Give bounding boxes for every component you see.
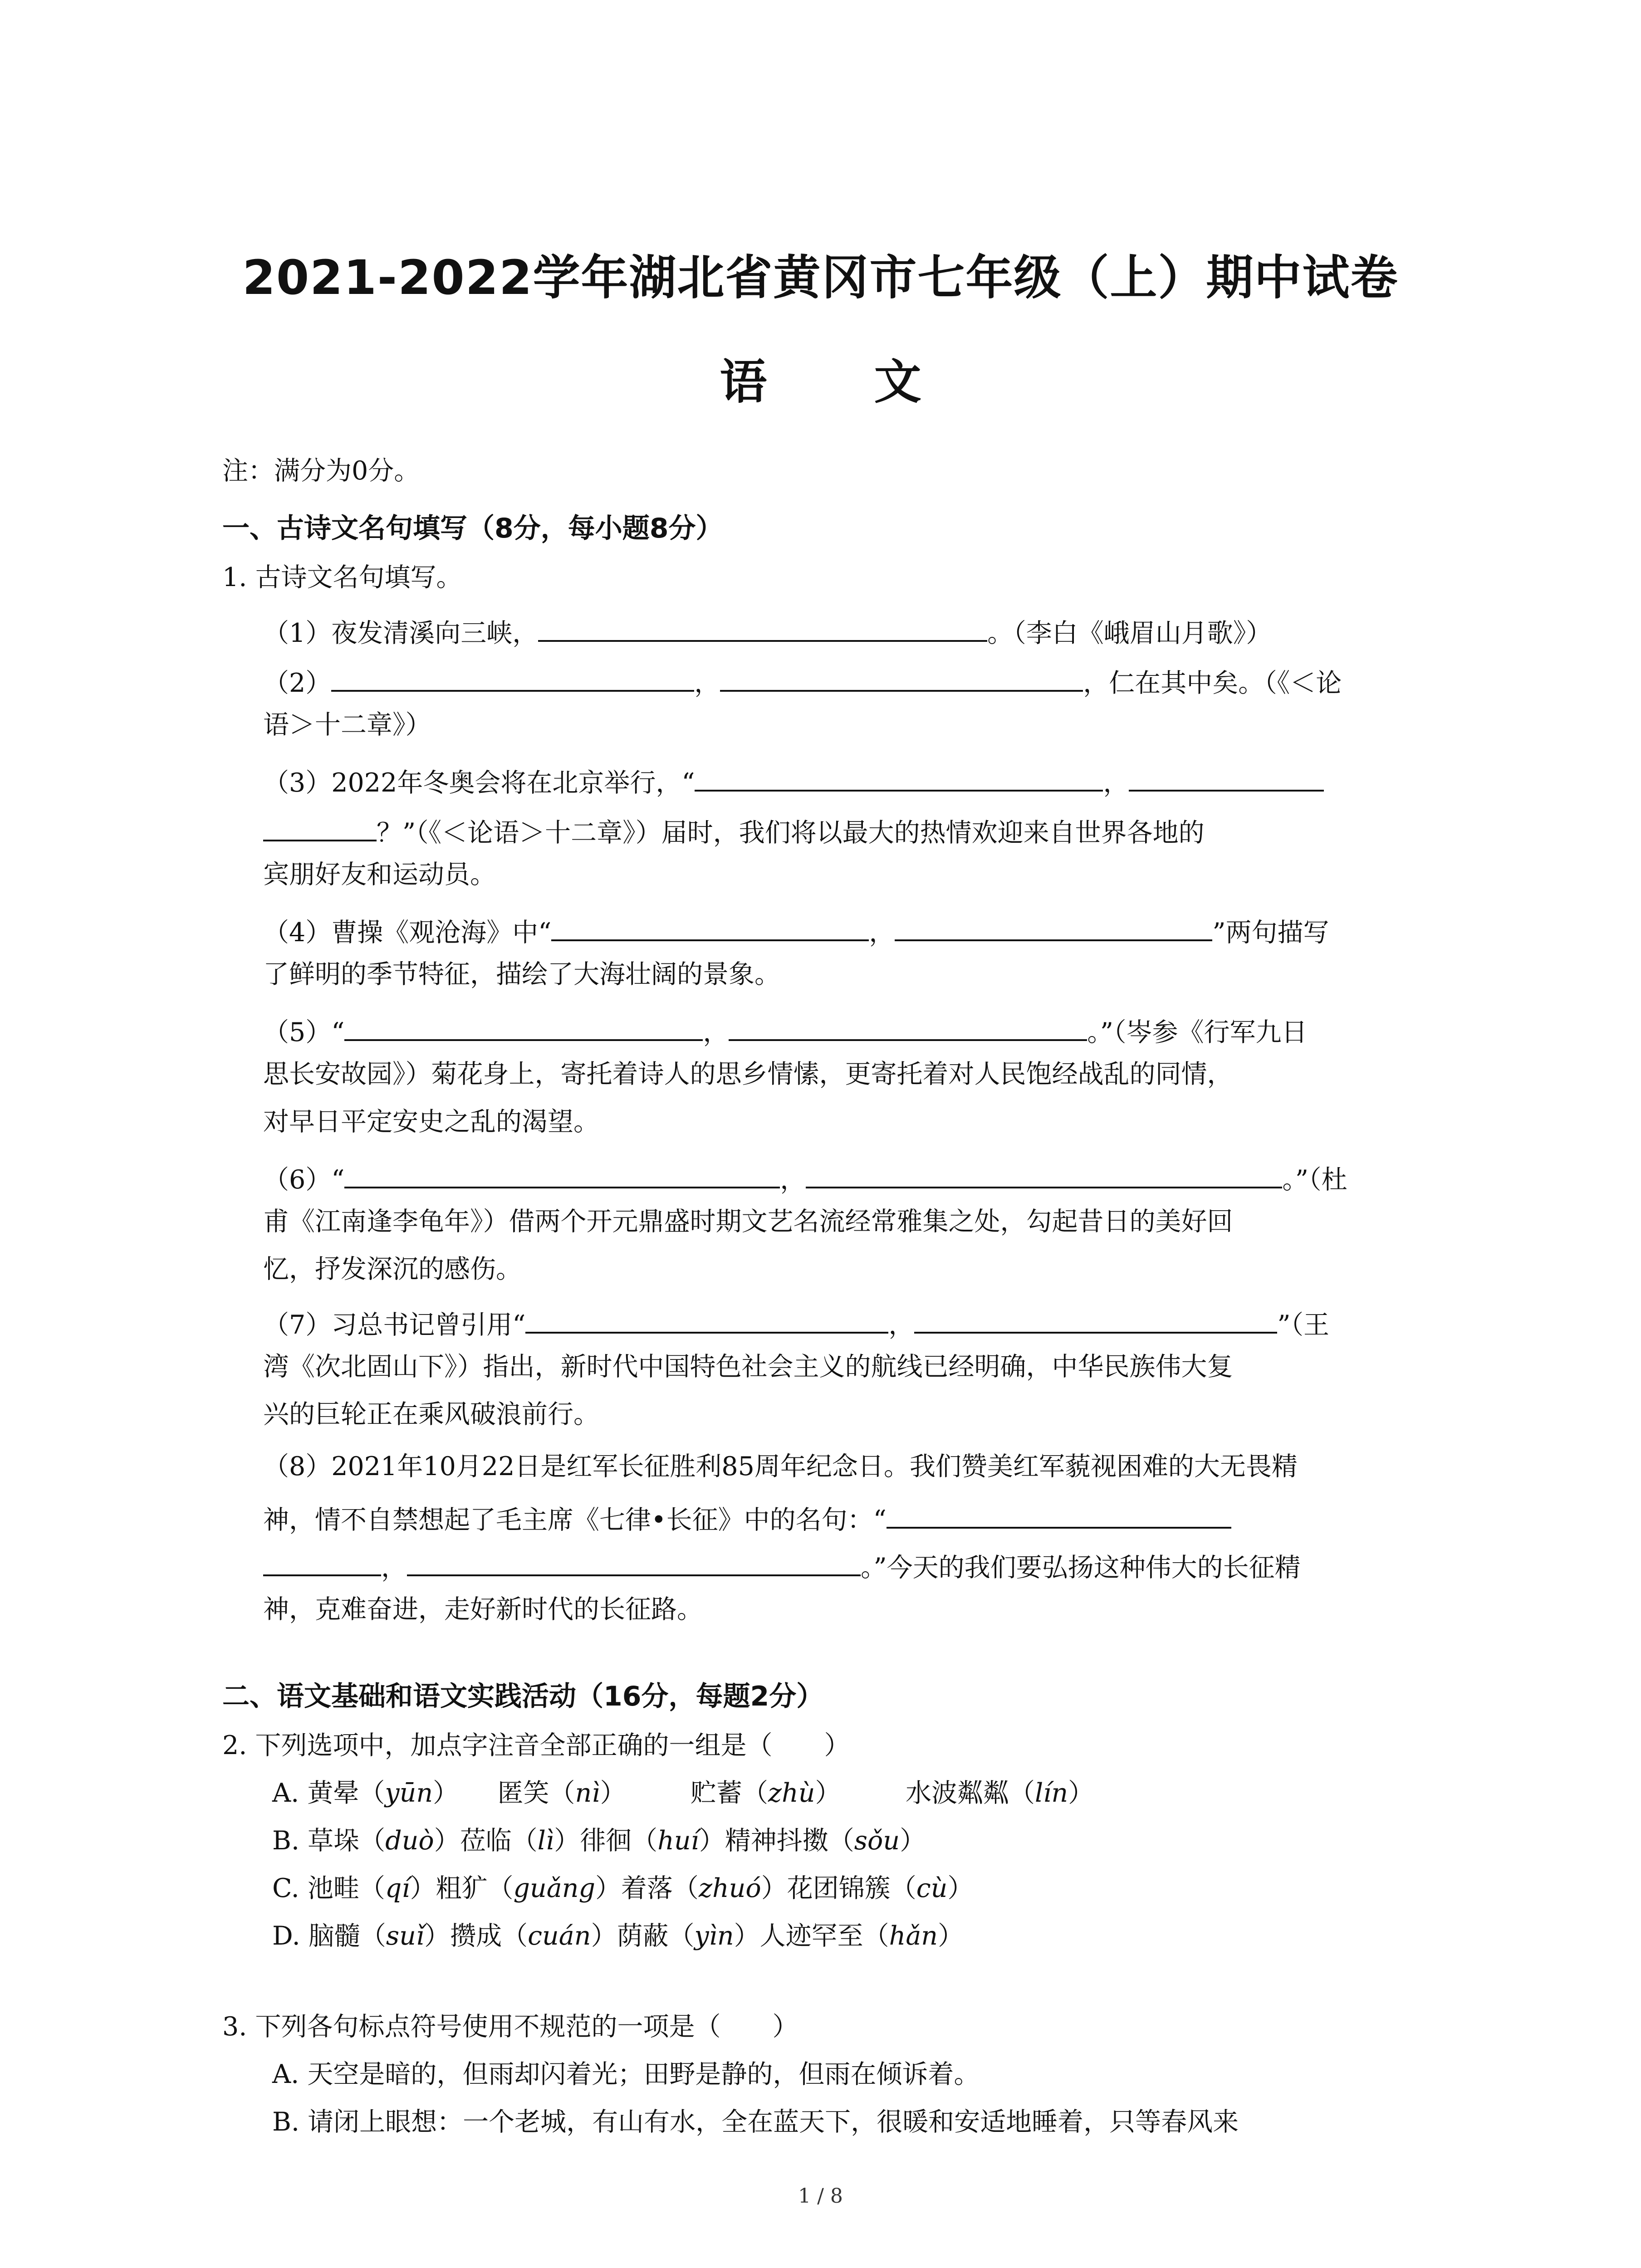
option-text: ）粗犷（ [410,1873,514,1903]
page-number: 1 / 8 [798,2185,843,2208]
option-text: ） 匿笑（ [433,1778,575,1808]
section-heading: 二、语文基础和语文实践活动（16分，每题2分） [222,1681,824,1712]
answer-blank[interactable] [914,1306,1277,1334]
answer-blank[interactable] [344,1014,703,1041]
pinyin-text: nì [575,1778,600,1808]
sub-question-7-cont: 湾《次北固山下》）指出，新时代中国特色社会主义的航线已经明确，中华民族伟大复 [263,1352,1233,1382]
section-heading: 一、古诗文名句填写（8分，每小题8分） [222,513,723,544]
sub-question-3-cont: ？”（《＜论语＞十二章》）届时，我们将以最大的热情欢迎来自世界各地的 [263,814,1205,846]
sub-question-6-cont: 甫《江南逢李龟年》）借两个开元鼎盛时期文艺名流经常雅集之处，勾起昔日的美好回 [263,1207,1233,1237]
answer-blank[interactable] [895,914,1212,941]
option-text: ）着落（ [595,1873,699,1903]
pinyin-text: yìn [694,1921,734,1951]
option-text: ）荫蔽（ [591,1921,695,1951]
pinyin-text: suǐ [386,1921,425,1951]
sub-question-2-cont: 语＞十二章》） [263,710,431,740]
question-3: 3. 下列各句标点符号使用不规范的一项是（ ） [222,2012,798,2042]
option-text: ） [938,1921,964,1951]
subject-title: 语 文 [720,354,967,410]
option-text: ） [900,1826,926,1856]
sub-question-8-cont: 神，情不自禁想起了毛主席《七律•长征》中的名句：“ [263,1501,1231,1533]
option-text: ）花团锦簇（ [761,1873,916,1903]
answer-blank[interactable] [887,1501,1231,1529]
sub-question-4: （4）曹操《观沧海》中“ ， ”两句描写 [263,914,1329,946]
pinyin-text: huí [657,1826,699,1856]
option-a[interactable]: A. 黄晕（yūn） 匿笑（nì） 贮蓄（zhù） 水波粼粼（lín） [272,1778,1094,1808]
pinyin-text: sǒu [854,1826,900,1856]
sub-question-5-cont: 对早日平定安史之乱的渴望。 [263,1107,599,1137]
pinyin-text: lì [537,1826,554,1856]
score-note: 注：满分为0分。 [222,456,420,486]
pinyin-text: qí [385,1873,410,1903]
sub-question-4-cont: 了鲜明的季节特征，描绘了大海壮阔的景象。 [263,959,780,989]
pinyin-text: duò [385,1826,434,1856]
sub-question-7-cont: 兴的巨轮正在乘风破浪前行。 [263,1399,599,1429]
option-text: 草垛（ [308,1826,386,1856]
sub-question-3: （3）2022年冬奥会将在北京举行，“ ， [263,764,1324,796]
answer-blank[interactable] [729,1014,1087,1041]
pinyin-text: lín [1034,1778,1068,1808]
option-b[interactable]: B. 请闭上眼想：一个老城，有山有水，全在蓝天下，很暖和安适地睡着，只等春风来 [272,2107,1239,2137]
sub-question-8-cont: 神，克难奋进，走好新时代的长征路。 [263,1594,703,1624]
answer-blank[interactable] [263,814,377,841]
question-2: 2. 下列选项中，加点字注音全部正确的一组是（ ） [222,1730,850,1760]
answer-blank[interactable] [551,914,869,941]
answer-blank[interactable] [525,1306,888,1334]
option-text: ） 贮蓄（ [600,1778,768,1808]
option-a[interactable]: A. 天空是暗的，但雨却闪着光；田野是静的，但雨在倾诉着。 [272,2059,980,2089]
option-text: ）莅临（ [434,1826,538,1856]
option-text: 黄晕（ [307,1778,385,1808]
pinyin-text: hǎn [889,1921,938,1951]
option-text: ） [947,1873,974,1903]
pinyin-text: zhù [768,1778,815,1808]
option-text: 脑髓（ [308,1921,386,1951]
question-1: 1. 古诗文名句填写。 [222,562,462,592]
option-text: ）攒成（ [424,1921,528,1951]
option-text: 池畦（ [307,1873,385,1903]
answer-blank[interactable] [344,1161,780,1188]
sub-question-2: （2） ， ，仁在其中矣。（《＜论 [263,665,1342,696]
option-text: ）徘徊（ [554,1826,658,1856]
page-title: 2021-2022学年湖北省黄冈市七年级（上）期中试卷 [242,250,1399,305]
sub-question-8-cont: ， 。”今天的我们要弘扬这种伟大的长征精 [263,1549,1301,1581]
sub-question-1: （1）夜发清溪向三峡， 。（李白《峨眉山月歌》） [263,615,1272,646]
sub-question-6: （6）“ ， 。”（杜 [263,1161,1347,1193]
pinyin-text: yūn [385,1778,433,1808]
sub-question-5-cont: 思长安故园》）菊花身上，寄托着诗人的思乡情愫，更寄托着对人民饱经战乱的同情， [263,1059,1233,1089]
answer-blank[interactable] [695,764,1103,792]
option-text: ）精神抖擞（ [699,1826,854,1856]
pinyin-text: guǎng [513,1873,595,1903]
answer-blank[interactable] [1129,764,1324,792]
option-text: ）人迹罕至（ [734,1921,889,1951]
option-b[interactable]: B. 草垛（duò）莅临（lì）徘徊（huí）精神抖擞（sǒu） [272,1826,926,1856]
pinyin-text: cù [916,1873,948,1903]
sub-question-3-cont: 宾朋好友和运动员。 [263,860,496,890]
sub-question-5: （5）“ ， 。”（岑参《行军九日 [263,1014,1308,1046]
sub-question-8: （8）2021年10月22日是红军长征胜利85周年纪念日。我们赞美红军藐视困难的大无畏精 [263,1452,1298,1481]
answer-blank[interactable] [407,1549,861,1576]
pinyin-text: zhuó [698,1873,761,1903]
sub-question-6-cont: 忆，抒发深沉的感伤。 [263,1254,522,1284]
answer-blank[interactable] [720,665,1083,692]
answer-blank[interactable] [263,1549,381,1576]
answer-blank[interactable] [806,1161,1282,1188]
option-text: ） 水波粼粼（ [815,1778,1035,1808]
option-d[interactable]: D. 脑髓（suǐ）攒成（cuán）荫蔽（yìn）人迹罕至（hǎn） [272,1921,964,1951]
option-text: ） [1068,1778,1094,1808]
option-c[interactable]: C. 池畦（qí）粗犷（guǎng）着落（zhuó）花团锦簇（cù） [272,1873,974,1903]
answer-blank[interactable] [538,615,987,642]
answer-blank[interactable] [331,665,694,692]
sub-question-7: （7）习总书记曾引用“ ， ”（王 [263,1306,1329,1338]
pinyin-text: cuán [528,1921,591,1951]
